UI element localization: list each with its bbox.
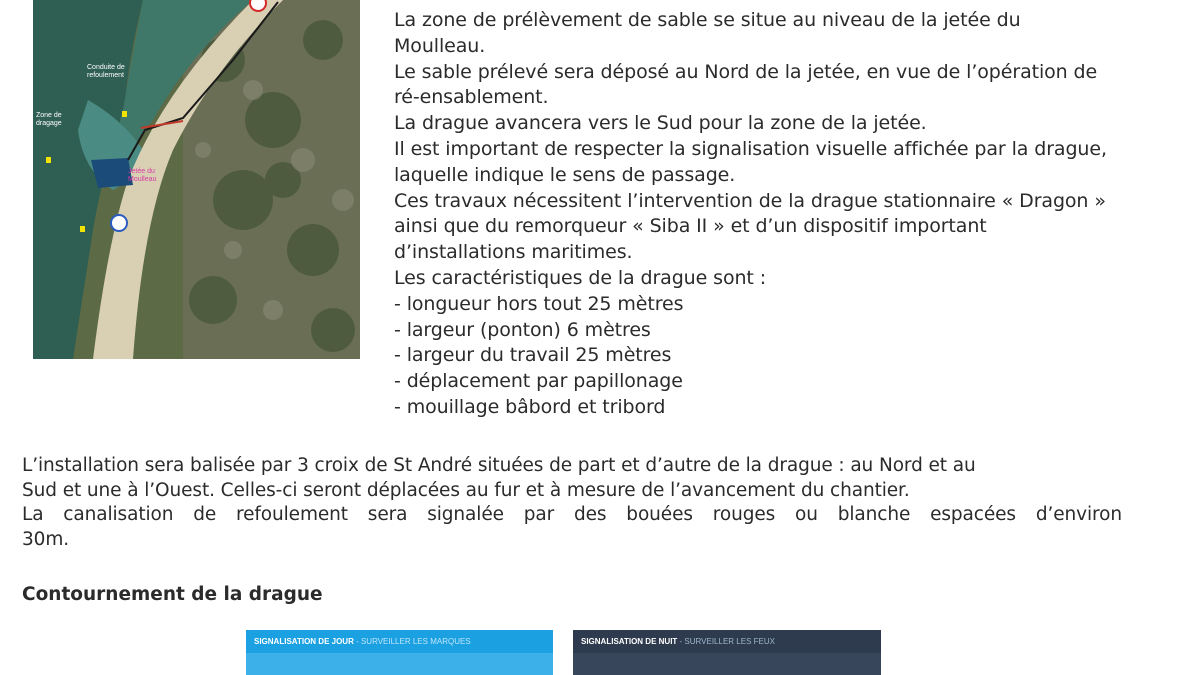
map-label-conduite: Conduite de refoulement [87,64,125,79]
list-item: - déplacement par papillonage [394,370,683,393]
text-line: Les caractéristiques de la drague sont : [394,266,767,289]
day-panel-title: SIGNALISATION DE JOUR [254,637,354,646]
cross-marker-icon [80,226,85,232]
aerial-map-graphic [33,0,360,359]
text-line: La zone de prélèvement de sable se situe au niveau de la jetée du [394,9,1021,31]
list-item: - largeur (ponton) 6 mètres [394,318,651,341]
day-panel-subtitle: - SURVEILLER LES MARQUES [353,637,471,646]
night-panel-title: SIGNALISATION DE NUIT [581,637,678,646]
text-line: Le sable prélevé sera déposé au Nord de la jetée, en vue de l’opération de [394,60,1098,83]
buoy-icon [122,111,127,117]
list-item: - longueur hors tout 25 mètres [394,292,684,315]
text-line: La canalisation de refoulement sera signalée par des bouées rouges ou blanche espacées d’environ [22,504,1122,525]
day-signal-panel [246,630,553,675]
night-signal-panel [573,630,881,675]
prohibition-icon [110,214,128,232]
text-line: La drague avancera vers le Sud pour la zone de la jetée. [394,112,927,135]
text-line: laquelle indique le sens de passage. [394,163,736,186]
list-item: - largeur du travail 25 mètres [394,344,672,367]
aerial-map [33,0,360,359]
text-line: ré-ensablement. [394,86,549,109]
day-panel-body [246,653,553,675]
installation-text [22,454,1122,552]
night-panel-header [573,630,881,653]
day-panel-header [246,630,553,653]
text-line: Sud et une à l’Ouest. Celles-ci seront déplacées au fur et à mesure de l’avancement du chantier. [22,479,910,501]
text-line: Ces travaux nécessitent l’intervention de la drague stationnaire « Dragon » [394,189,1106,212]
section-heading: Contournement de la drague [22,584,323,605]
text-line: 30m. [22,528,70,550]
description-text [394,8,1184,421]
night-panel-subtitle: - SURVEILLER LES FEUX [677,637,775,646]
night-panel-body [573,653,881,675]
text-line: Il est important de respecter la signalisation visuelle affichée par la drague, [394,137,1107,160]
map-label-zone: Zone de dragage [36,112,62,127]
cross-marker-icon [46,157,51,163]
map-label-site: Jetée du Moulleau [128,168,157,183]
text-line: Moulleau. [394,34,486,57]
text-line: d’installations maritimes. [394,241,633,264]
text-line: L’installation sera balisée par 3 croix de St André situées de part et d’autre de la drague : au Nord et au [22,455,976,476]
text-line: ainsi que du remorqueur « Siba II » et d’un dispositif important [394,215,987,238]
list-item: - mouillage bâbord et tribord [394,395,666,418]
